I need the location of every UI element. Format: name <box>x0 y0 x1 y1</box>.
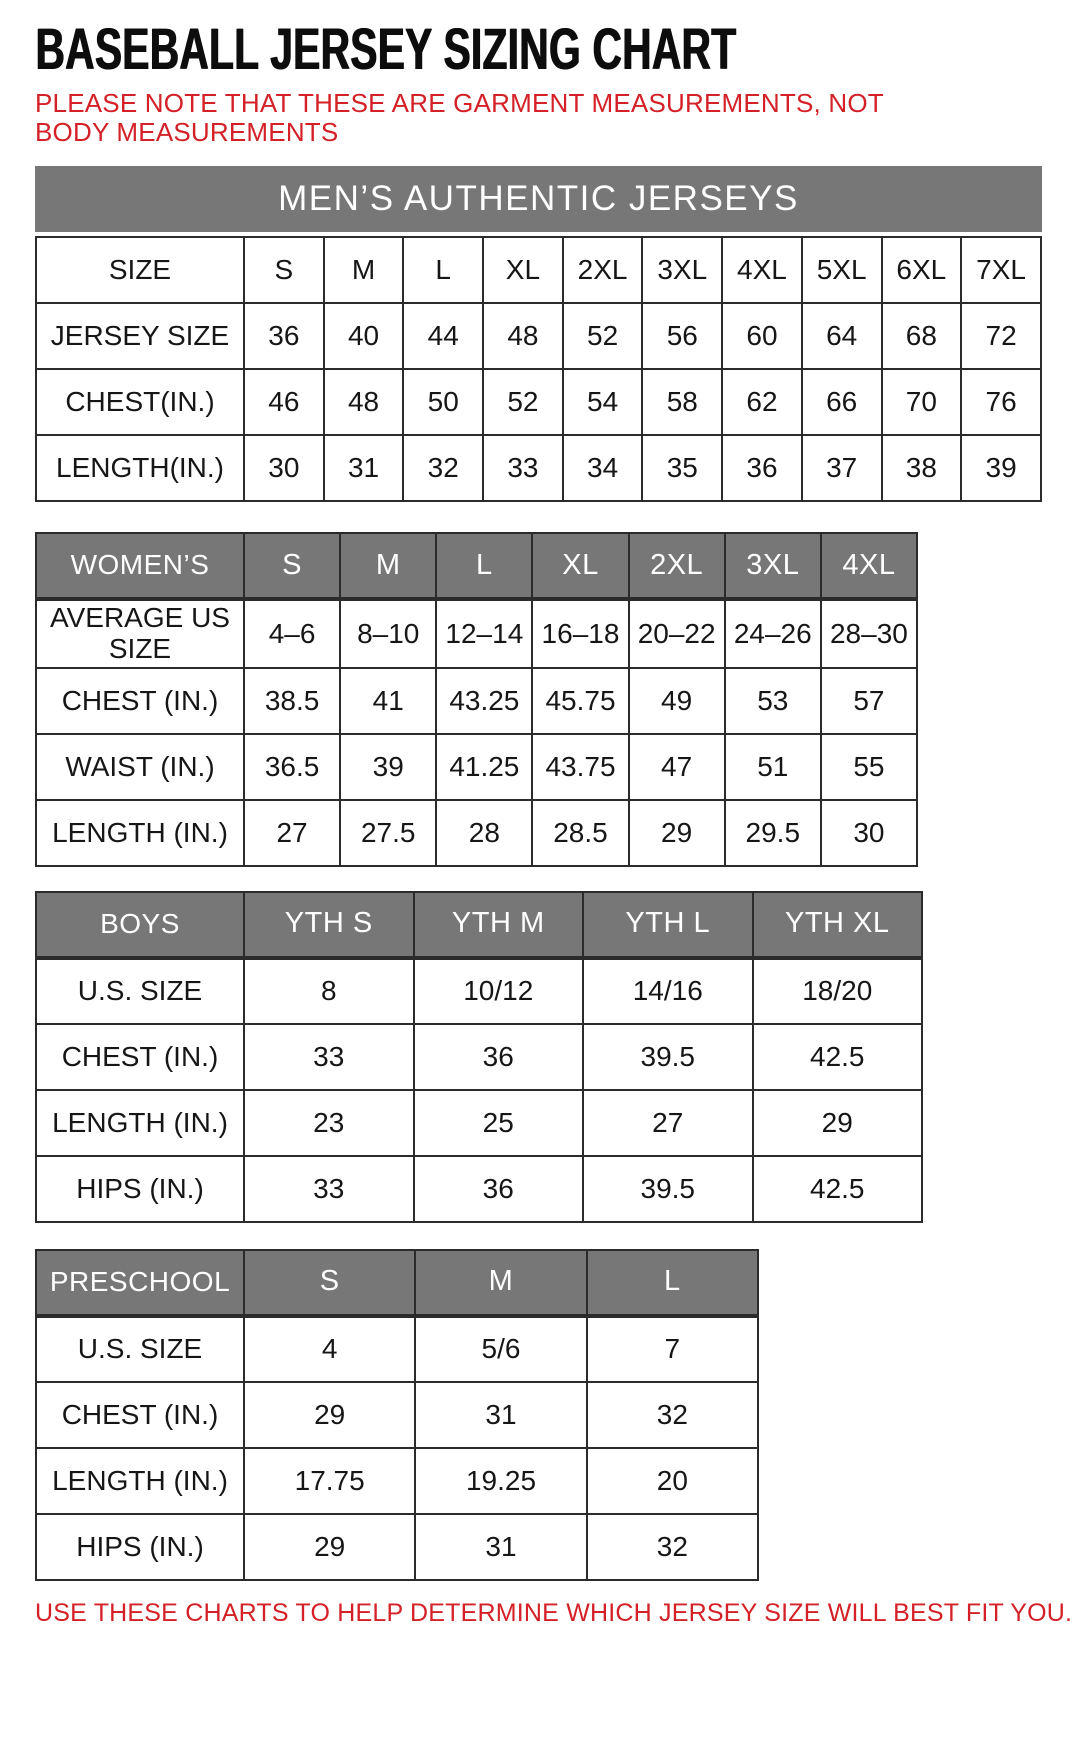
preschool-section <box>35 1249 1042 1581</box>
value-cell: 66 <box>802 369 882 435</box>
size-header-cell: YTH S <box>244 892 414 958</box>
table-row <box>36 1448 758 1514</box>
value-cell: 3XL <box>642 237 722 303</box>
mens-section <box>35 166 1042 502</box>
page-title: BASEBALL JERSEY SIZING CHART <box>35 17 736 82</box>
footer-note: USE THESE CHARTS TO HELP DETERMINE WHICH JERSEY SIZE WILL BEST FIT YOU. <box>35 1598 1073 1627</box>
value-cell: 36 <box>414 1156 584 1222</box>
size-header-cell: YTH M <box>414 892 584 958</box>
table-row <box>36 1382 758 1448</box>
value-cell: L <box>403 237 483 303</box>
value-cell: 30 <box>244 435 324 501</box>
value-cell: 10/12 <box>414 958 584 1024</box>
value-cell: 43.25 <box>436 668 532 734</box>
value-cell: 54 <box>563 369 643 435</box>
value-cell: 56 <box>642 303 722 369</box>
value-cell: 29 <box>244 1382 415 1448</box>
row-label-cell: CHEST (IN.) <box>36 668 244 734</box>
value-cell: 18/20 <box>753 958 923 1024</box>
value-cell: 32 <box>587 1382 758 1448</box>
value-cell: 42.5 <box>753 1024 923 1090</box>
value-cell: 49 <box>629 668 725 734</box>
row-label-cell: U.S. SIZE <box>36 1316 244 1382</box>
value-cell: 27 <box>583 1090 753 1156</box>
value-cell: 27.5 <box>340 800 436 866</box>
value-cell: 30 <box>821 800 917 866</box>
table-row <box>36 435 1041 501</box>
table-row <box>36 1024 922 1090</box>
value-cell: 27 <box>244 800 340 866</box>
table-header-row <box>36 533 917 599</box>
value-cell: 7 <box>587 1316 758 1382</box>
row-label-cell: SIZE <box>36 237 244 303</box>
value-cell: 4–6 <box>244 599 340 668</box>
value-cell: 33 <box>244 1156 414 1222</box>
value-cell: 37 <box>802 435 882 501</box>
value-cell: 31 <box>415 1382 586 1448</box>
row-label-cell: CHEST (IN.) <box>36 1382 244 1448</box>
table-row <box>36 734 917 800</box>
value-cell: 41 <box>340 668 436 734</box>
value-cell: 14/16 <box>583 958 753 1024</box>
value-cell: 64 <box>802 303 882 369</box>
value-cell: 70 <box>882 369 962 435</box>
value-cell: 32 <box>587 1514 758 1580</box>
row-label-cell: WAIST (IN.) <box>36 734 244 800</box>
value-cell: 34 <box>563 435 643 501</box>
row-label-cell: LENGTH (IN.) <box>36 1090 244 1156</box>
size-header-cell: 4XL <box>821 533 917 599</box>
table-row <box>36 369 1041 435</box>
row-label-cell: AVERAGE US SIZE <box>36 599 244 668</box>
womens-size-table <box>35 532 918 867</box>
value-cell: M <box>324 237 404 303</box>
value-cell: 29.5 <box>725 800 821 866</box>
value-cell: 53 <box>725 668 821 734</box>
row-label-cell: HIPS (IN.) <box>36 1514 244 1580</box>
value-cell: 36 <box>414 1024 584 1090</box>
value-cell: 42.5 <box>753 1156 923 1222</box>
value-cell: 72 <box>961 303 1041 369</box>
value-cell: 33 <box>483 435 563 501</box>
table-header-row <box>36 892 922 958</box>
value-cell: 25 <box>414 1090 584 1156</box>
table-row <box>36 599 917 668</box>
value-cell: 50 <box>403 369 483 435</box>
value-cell: 39.5 <box>583 1024 753 1090</box>
value-cell: 4 <box>244 1316 415 1382</box>
value-cell: 28 <box>436 800 532 866</box>
value-cell: 38.5 <box>244 668 340 734</box>
table-row <box>36 303 1041 369</box>
row-label-cell: CHEST(IN.) <box>36 369 244 435</box>
table-header-row <box>36 1250 758 1316</box>
table-row <box>36 800 917 866</box>
value-cell: 29 <box>753 1090 923 1156</box>
boys-section <box>35 891 1042 1223</box>
value-cell: 32 <box>403 435 483 501</box>
row-label-cell: LENGTH (IN.) <box>36 800 244 866</box>
size-header-cell: 3XL <box>725 533 821 599</box>
value-cell: 31 <box>415 1514 586 1580</box>
value-cell: 23 <box>244 1090 414 1156</box>
value-cell: 7XL <box>961 237 1041 303</box>
womens-section <box>35 532 1042 867</box>
value-cell: 5XL <box>802 237 882 303</box>
value-cell: 39.5 <box>583 1156 753 1222</box>
boys-size-table <box>35 891 923 1223</box>
value-cell: 33 <box>244 1024 414 1090</box>
value-cell: 40 <box>324 303 404 369</box>
value-cell: 55 <box>821 734 917 800</box>
value-cell: 38 <box>882 435 962 501</box>
value-cell: XL <box>483 237 563 303</box>
value-cell: 41.25 <box>436 734 532 800</box>
value-cell: 24–26 <box>725 599 821 668</box>
value-cell: 52 <box>483 369 563 435</box>
value-cell: 20–22 <box>629 599 725 668</box>
value-cell: 2XL <box>563 237 643 303</box>
value-cell: 36.5 <box>244 734 340 800</box>
table-header-label: BOYS <box>36 892 244 958</box>
row-label-cell: CHEST (IN.) <box>36 1024 244 1090</box>
size-header-cell: S <box>244 533 340 599</box>
value-cell: 28.5 <box>532 800 628 866</box>
size-header-cell: M <box>340 533 436 599</box>
size-header-cell: 2XL <box>629 533 725 599</box>
value-cell: 51 <box>725 734 821 800</box>
table-row <box>36 958 922 1024</box>
row-label-cell: HIPS (IN.) <box>36 1156 244 1222</box>
row-label-cell: JERSEY SIZE <box>36 303 244 369</box>
value-cell: 39 <box>961 435 1041 501</box>
size-header-cell: YTH XL <box>753 892 923 958</box>
value-cell: 5/6 <box>415 1316 586 1382</box>
value-cell: 47 <box>629 734 725 800</box>
table-row <box>36 668 917 734</box>
value-cell: 8 <box>244 958 414 1024</box>
value-cell: 4XL <box>722 237 802 303</box>
size-header-cell: XL <box>532 533 628 599</box>
value-cell: 36 <box>244 303 324 369</box>
value-cell: 8–10 <box>340 599 436 668</box>
value-cell: 76 <box>961 369 1041 435</box>
value-cell: 57 <box>821 668 917 734</box>
value-cell: 39 <box>340 734 436 800</box>
value-cell: 28–30 <box>821 599 917 668</box>
size-header-cell: M <box>415 1250 586 1316</box>
value-cell: 31 <box>324 435 404 501</box>
value-cell: 46 <box>244 369 324 435</box>
row-label-cell: LENGTH(IN.) <box>36 435 244 501</box>
value-cell: 48 <box>324 369 404 435</box>
value-cell: 12–14 <box>436 599 532 668</box>
value-cell: 20 <box>587 1448 758 1514</box>
value-cell: 16–18 <box>532 599 628 668</box>
value-cell: 36 <box>722 435 802 501</box>
value-cell: 45.75 <box>532 668 628 734</box>
value-cell: 17.75 <box>244 1448 415 1514</box>
table-row <box>36 1514 758 1580</box>
size-header-cell: L <box>436 533 532 599</box>
table-header-label: PRESCHOOL <box>36 1250 244 1316</box>
size-header-cell: YTH L <box>583 892 753 958</box>
value-cell: 29 <box>629 800 725 866</box>
value-cell: 44 <box>403 303 483 369</box>
value-cell: 62 <box>722 369 802 435</box>
row-label-cell: LENGTH (IN.) <box>36 1448 244 1514</box>
garment-measurements-note: PLEASE NOTE THAT THESE ARE GARMENT MEASUREMENTS, NOT BODY MEASUREMENTS <box>35 88 884 147</box>
value-cell: 35 <box>642 435 722 501</box>
table-row <box>36 1156 922 1222</box>
mens-banner: MEN’S AUTHENTIC JERSEYS <box>35 166 1042 232</box>
value-cell: 48 <box>483 303 563 369</box>
value-cell: 6XL <box>882 237 962 303</box>
row-label-cell: U.S. SIZE <box>36 958 244 1024</box>
size-header-cell: L <box>587 1250 758 1316</box>
table-row <box>36 237 1041 303</box>
value-cell: S <box>244 237 324 303</box>
value-cell: 58 <box>642 369 722 435</box>
value-cell: 19.25 <box>415 1448 586 1514</box>
table-header-label: WOMEN’S <box>36 533 244 599</box>
value-cell: 52 <box>563 303 643 369</box>
preschool-size-table <box>35 1249 759 1581</box>
value-cell: 29 <box>244 1514 415 1580</box>
mens-size-table <box>35 236 1042 502</box>
table-row <box>36 1090 922 1156</box>
table-row <box>36 1316 758 1382</box>
value-cell: 43.75 <box>532 734 628 800</box>
value-cell: 60 <box>722 303 802 369</box>
value-cell: 68 <box>882 303 962 369</box>
size-header-cell: S <box>244 1250 415 1316</box>
